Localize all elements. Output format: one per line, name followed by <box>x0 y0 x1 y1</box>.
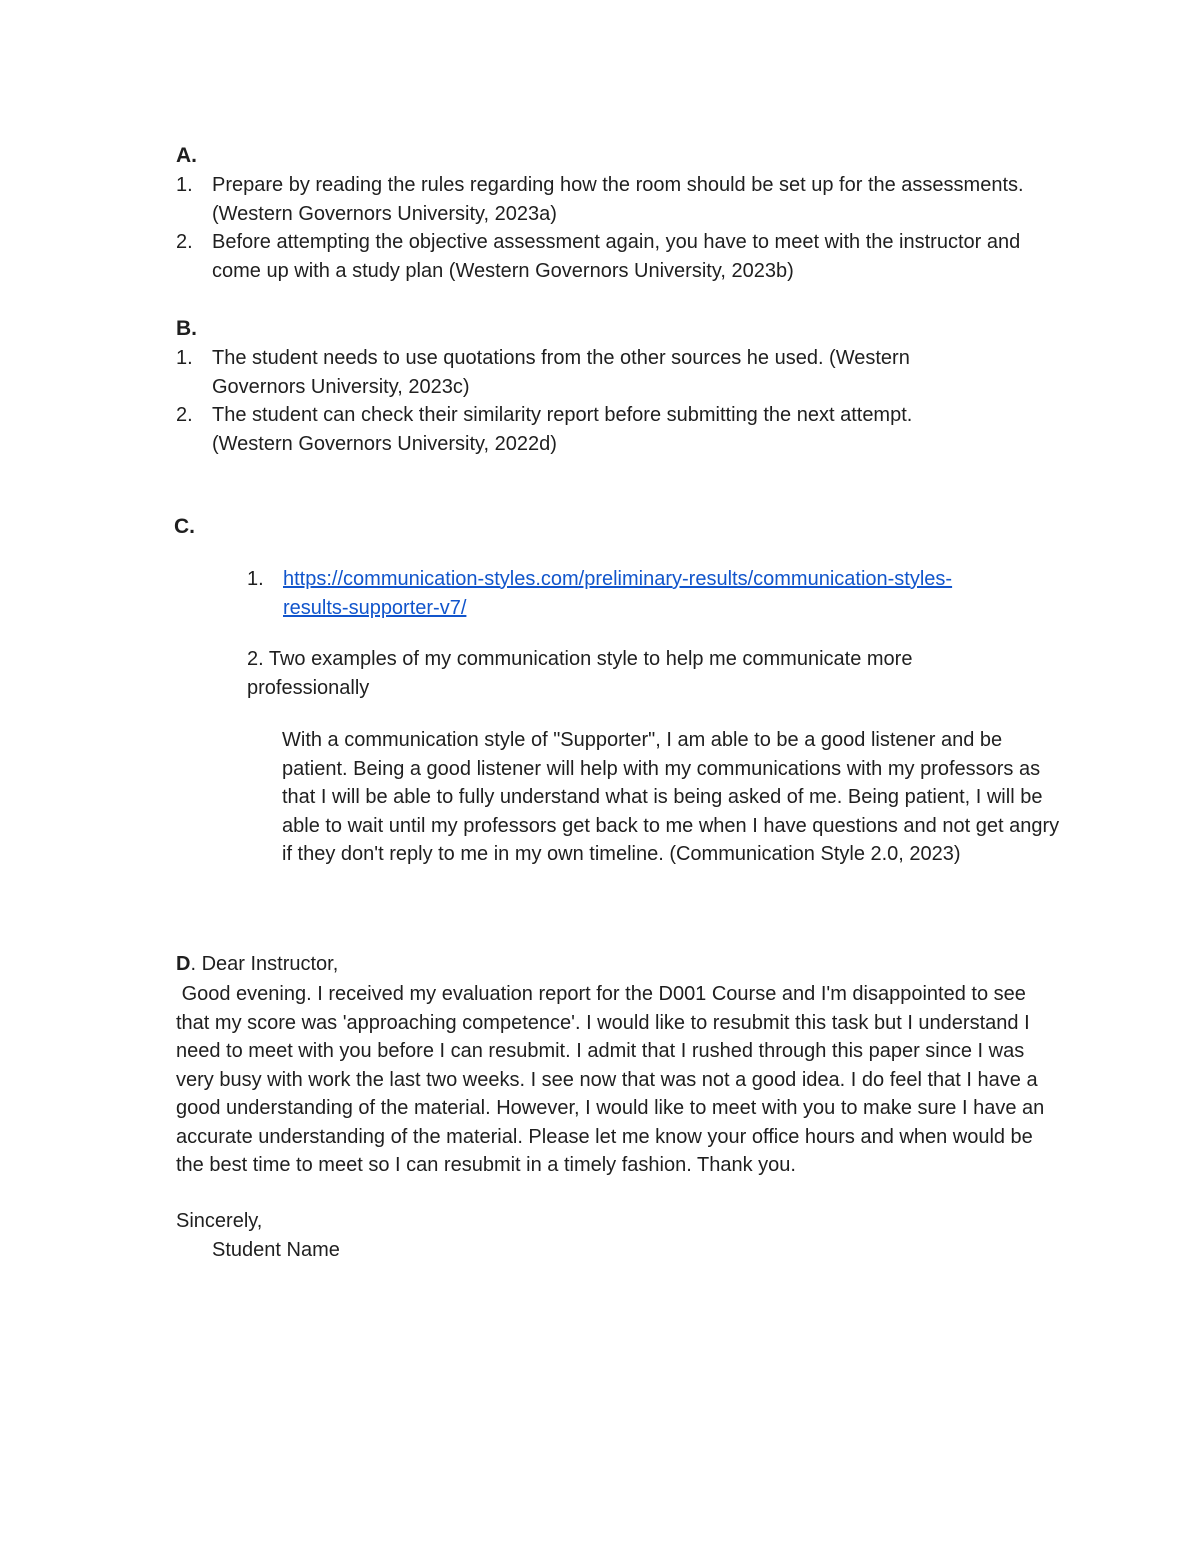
section-c-heading: C. <box>174 515 195 538</box>
list-number: 1. <box>176 174 193 196</box>
salutation: . Dear Instructor, <box>190 953 339 975</box>
section-c-paragraph: With a communication style of "Supporter", I am able to be a good listener and be patient. Being a good listener will help with my communications with my professors as that I will be able to fully understand what is being asked of me. Being patient, I will be able to wait until my professors get back to me when I have questions and not get angry if they don't reply to me in my own timeline. (Communication Style 2.0, 2023) <box>282 729 1060 865</box>
list-number: 1. <box>247 568 264 590</box>
communication-styles-link[interactable]: https://communication-styles.com/preliminary-results/communication-styles-results-supporter-v7/ <box>283 568 953 619</box>
list-number: 2. <box>176 231 193 253</box>
section-b-list <box>176 344 976 458</box>
list-item-text: Prepare by reading the rules regarding how the room should be set up for the assessments. (Western Governors University, 2023a) <box>212 174 1024 225</box>
section-c-item2: 2. Two examples of my communication style to help me communicate more professionally <box>247 648 913 699</box>
list-number: 1. <box>176 347 193 369</box>
list-item <box>176 344 976 401</box>
section-a-heading: A. <box>176 144 197 167</box>
list-item <box>247 565 1017 622</box>
list-item-text: The student can check their similarity report before submitting the next attempt. (Western Governors University, 2022d) <box>212 404 913 455</box>
list-item <box>176 401 976 458</box>
section-b-heading: B. <box>176 317 197 340</box>
letter-body: Good evening. I received my evaluation report for the D001 Course and I'm disappointed to see that my score was 'approaching competence'. I would like to resubmit this task but I understand I need to meet with you before I can resubmit. I admit that I rushed through this paper since I was very busy with work the last two weeks. I see now that was not a good idea. I do feel that I have a good understanding of the material. However, I would like to meet with you to make sure I have an accurate understanding of the material. Please let me know your office hours and when would be the best time to meet so I can resubmit in a timely fashion. Thank you. <box>176 983 1050 1176</box>
section-d-salutation-line <box>176 950 1056 979</box>
section-a-list <box>176 171 1056 285</box>
list-item <box>176 171 1056 228</box>
section-d-label: D <box>176 953 191 975</box>
letter-signature: Student Name <box>212 1239 340 1261</box>
letter-closing: Sincerely, <box>176 1210 263 1232</box>
list-item-text: The student needs to use quotations from the other sources he used. (Western Governors University, 2023c) <box>212 347 910 398</box>
list-item <box>176 228 1056 285</box>
section-c-list <box>247 565 1017 622</box>
list-number: 2. <box>176 404 193 426</box>
list-item-text: Before attempting the objective assessment again, you have to meet with the instructor and come up with a study plan (Western Governors University, 2023b) <box>212 231 1021 282</box>
